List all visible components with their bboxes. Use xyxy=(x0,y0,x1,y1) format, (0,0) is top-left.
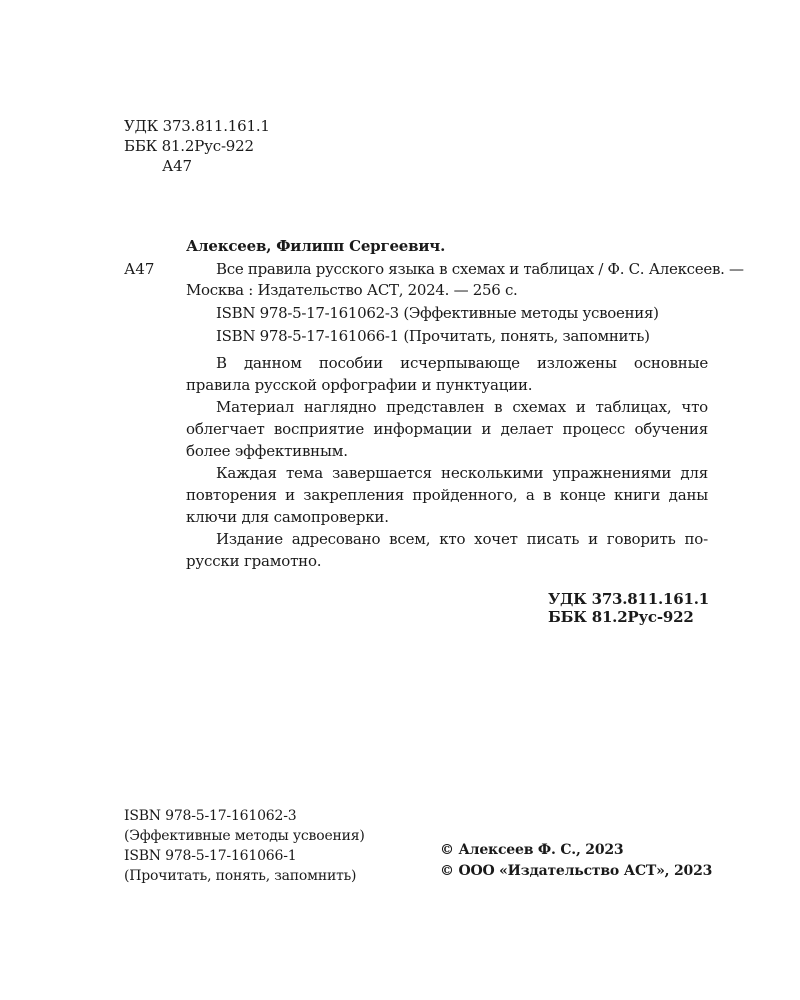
top-classification xyxy=(124,116,270,176)
bottom-series-1: (Эффективные методы усвоения) xyxy=(124,828,365,844)
card-title-line: Все правила русского языка в схемах и таблицах / Ф. С. Алексеев. — xyxy=(216,260,744,278)
bold-bbk-code: ББК 81.2Рус-922 xyxy=(548,608,694,626)
annotation-paragraph: В данном пособии исчерпывающе изложены основные правила русской орфографии и пунктуации. xyxy=(186,354,708,394)
bottom-isbn-1: ISBN 978-5-17-161062-3 xyxy=(124,808,297,824)
bold-classification xyxy=(548,590,709,626)
udk-code: УДК 373.811.161.1 xyxy=(124,117,270,135)
copyright-block xyxy=(440,840,712,882)
annotation-paragraph: Материал наглядно представлен в схемах и таблицах, что облегчает восприятие информации и делает процесс обучения более эффективным. xyxy=(186,398,708,460)
bottom-isbn-2: ISBN 978-5-17-161066-1 xyxy=(124,848,297,864)
bold-udk-code: УДК 373.811.161.1 xyxy=(548,590,710,608)
card-isbn-2: ISBN 978-5-17-161066-1 (Прочитать, понять, запомнить) xyxy=(216,327,650,345)
annotation-paragraph: Издание адресовано всем, кто хочет писать и говорить по-русски грамотно. xyxy=(186,530,708,570)
annotation-paragraph: Каждая тема завершается несколькими упражнениями для повторения и закрепления пройденного, а в конце книги даны ключи для самопроверки. xyxy=(186,464,708,526)
card-author: Алексеев, Филипп Сергеевич. xyxy=(186,237,446,255)
bottom-series-2: (Прочитать, понять, запомнить) xyxy=(124,868,357,884)
author-mark: А47 xyxy=(162,157,192,175)
annotation xyxy=(186,352,708,572)
card-author-mark: А47 xyxy=(124,260,155,278)
card-imprint-line: Москва : Издательство АСТ, 2024. — 256 с. xyxy=(186,281,518,299)
bbk-code: ББК 81.2Рус-922 xyxy=(124,137,254,155)
card-isbn-1: ISBN 978-5-17-161062-3 (Эффективные методы усвоения) xyxy=(216,304,659,322)
bottom-isbn-block xyxy=(124,806,365,886)
copyright-publisher: © ООО «Издательство АСТ», 2023 xyxy=(440,863,713,879)
copyright-author: © Алексеев Ф. С., 2023 xyxy=(440,842,624,858)
